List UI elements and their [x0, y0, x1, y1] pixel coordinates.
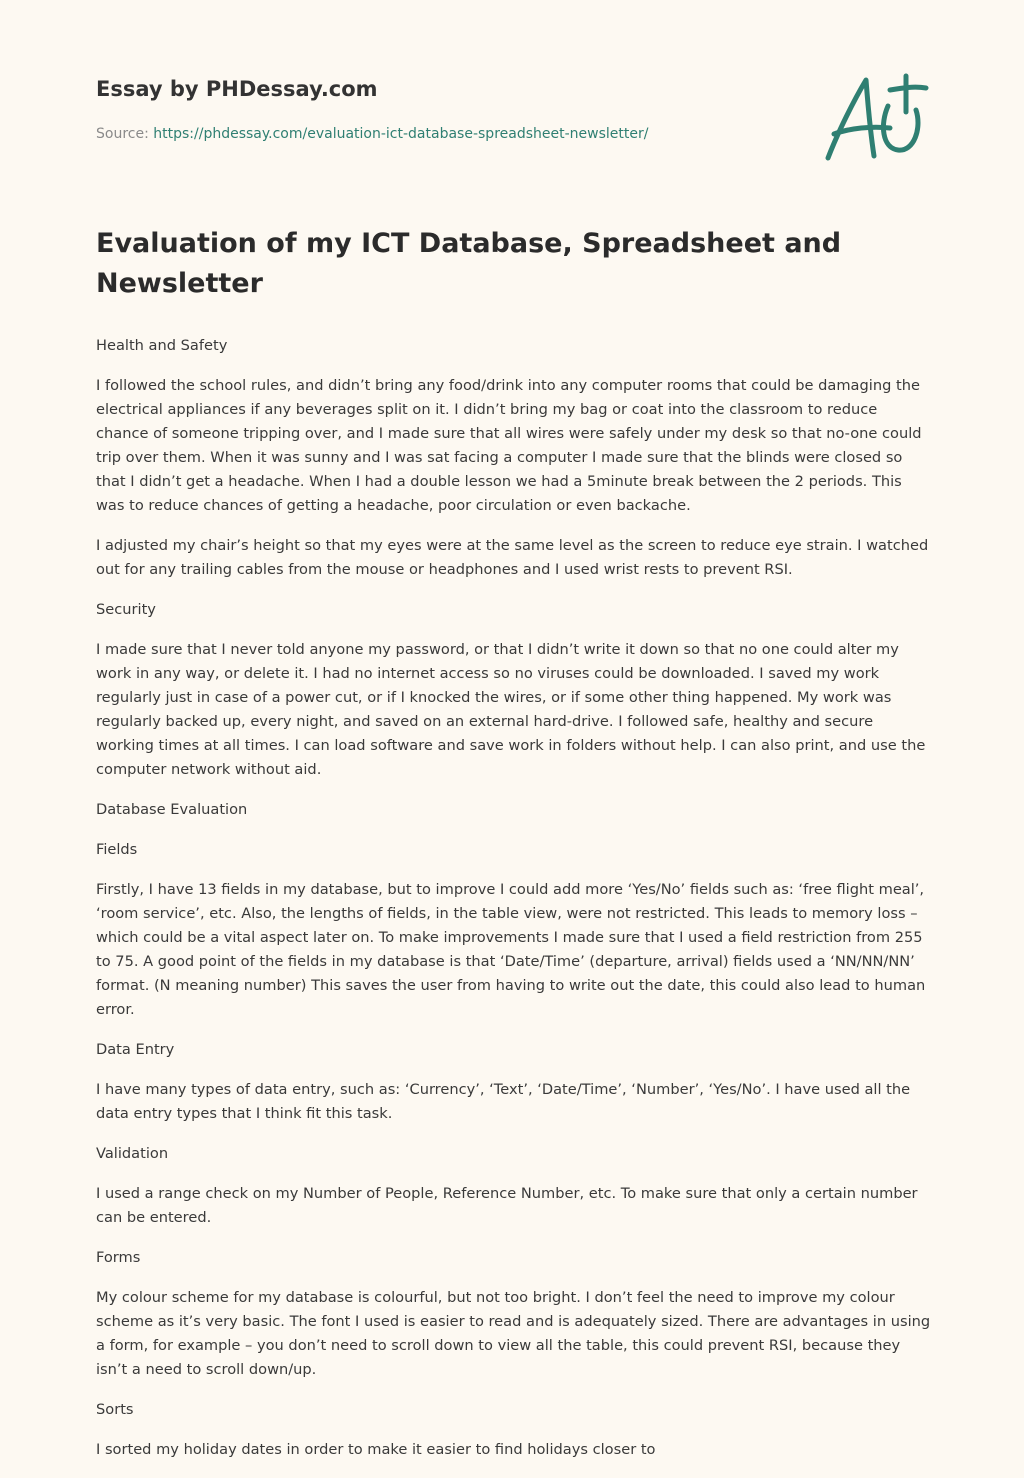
article-title: Evaluation of my ICT Database, Spreadsheet and Newsletter — [96, 228, 842, 299]
brand-title: Essay by PHDessay.com — [96, 77, 378, 101]
paragraph: I adjusted my chair’s height so that my eyes were at the same level as the screen to reduce eye strain. I watched out for any trailing cables from the mouse or headphones and I used wrist rests to prevent RSI. — [96, 537, 929, 578]
paragraph-security-heading: Security — [96, 601, 156, 618]
paragraph: I followed the school rules, and didn’t bring any food/drink into any computer rooms that could be damaging the electrical appliances if any beverages split on it. I didn’t bring my bag or coat into the classroom to reduce chance of someone tripping over, and I made sure that all wires were safely under my desk so that no-one could trip over them. When it was sunny and I was sat facing a computer I made sure that the blinds were closed so that I didn’t get a headache. When I had a double lesson we had a 5minute break between the 2 periods. This was to reduce chances of getting a headache, poor circulation or even backache. — [96, 377, 922, 514]
source-label: Source: — [96, 126, 149, 142]
paragraph: I used a range check on my Number of People, Reference Number, etc. To make sure that only a certain number can be entered. — [96, 1185, 918, 1226]
paragraph-health-and-safety-heading: Health and Safety — [96, 337, 228, 354]
paragraph-fields-heading: Fields — [96, 841, 138, 858]
paragraph-sorts-heading: Sorts — [96, 1401, 134, 1418]
article-body — [96, 334, 932, 1462]
article — [96, 224, 932, 1478]
paragraph-database-evaluation-heading: Database Evaluation — [96, 801, 248, 818]
paragraph: My colour scheme for my database is colourful, but not too bright. I don’t feel the need to improve my colour scheme as it’s very basic. The font I used is easier to read and is adequately sized. There are advantages in using a form, for example – you don’t need to scroll down to view all the table, this could prevent RSI, because they isn’t a need to scroll down/up. — [96, 1289, 931, 1378]
paragraph: I made sure that I never told anyone my password, or that I didn’t write it down so that no one could alter my work in any way, or delete it. I had no internet access so no viruses could be downloaded. I saved my work regularly just in case of a power cut, or if I knocked the wires, or if some other thing happened. My work was regularly backed up, every night, and saved on an external hard-drive. I followed safe, healthy and secure working times at all times. I can load software and save work in folders without help. I can also print, and use the computer network without aid. — [96, 641, 926, 778]
paragraph: I sorted my holiday dates in order to make it easier to find holidays closer to — [96, 1441, 656, 1458]
a-plus-grade-logo-icon — [820, 66, 930, 166]
paragraph: I have many types of data entry, such as: ‘Currency’, ‘Text’, ‘Date/Time’, ‘Number’, ‘Yes/No’. I have used all the data entry types that I think fit this task. — [96, 1081, 911, 1122]
paragraph-validation-heading: Validation — [96, 1145, 169, 1162]
paragraph-forms-heading: Forms — [96, 1249, 141, 1266]
source-link[interactable]: https://phdessay.com/evaluation-ict-database-spreadsheet-newsletter/ — [153, 126, 649, 142]
source-line — [96, 124, 796, 144]
page-header — [96, 74, 796, 144]
paragraph: Firstly, I have 13 fields in my database, but to improve I could add more ‘Yes/No’ fields such as: ‘free flight meal’, ‘room service’, etc. Also, the lengths of fields, in the table view, were not restricted. This leads to memory loss – which could be a vital aspect later on. To make improvements I made sure that I used a field restriction from 255 to 75. A good point of the fields in my database is that ‘Date/Time’ (departure, arrival) fields used a ‘NN/NN/NN’ format. (N meaning number) This saves the user from having to write out the date, this could also lead to human error. — [96, 881, 926, 1018]
paragraph-data-entry-heading: Data Entry — [96, 1041, 175, 1058]
